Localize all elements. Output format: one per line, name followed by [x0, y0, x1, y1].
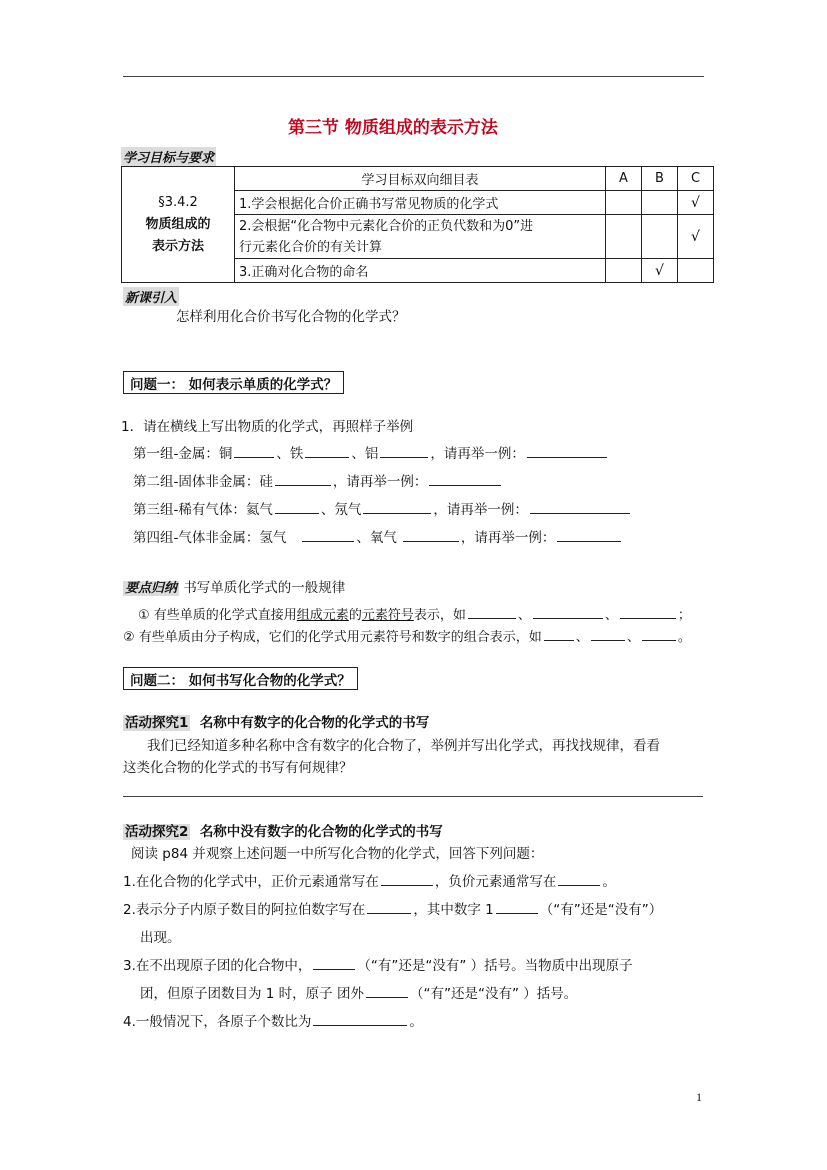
- item3-b: （“有”还是“没有” ）括号。当物质中出现原子: [357, 958, 633, 974]
- activity-1-heading: [123, 711, 429, 731]
- q2-heading: 问题二： 如何书写化合物的化学式？: [123, 667, 358, 690]
- group4-sep1: 、氧气: [356, 530, 397, 546]
- goal-row-3-check: √: [642, 259, 678, 283]
- activity-1-tag: 活动探究1: [125, 715, 189, 731]
- group1-tail: ，请再举一例：: [430, 446, 525, 462]
- q1-group-4: [133, 526, 623, 546]
- rule1-b: 组成元素: [296, 608, 349, 623]
- goal-topic-name-2: 表示方法: [151, 238, 204, 254]
- goal-topic-code: §3.4.2: [158, 194, 198, 210]
- group4-tail: ，请再举一例：: [460, 530, 556, 546]
- item-2-cont: 出现。: [140, 930, 181, 946]
- q1-instruction: 1．请在横线上写出物质的化学式，再照样子举例: [121, 419, 414, 435]
- item2-c: （“有”还是“没有”）: [539, 902, 663, 918]
- q1-heading: 问题一： 如何表示单质的化学式？: [123, 371, 344, 394]
- blank-item3-1[interactable]: [313, 956, 355, 970]
- item4-b: 。: [409, 1014, 423, 1030]
- blank-aluminum[interactable]: [380, 444, 428, 458]
- top-rule: [123, 76, 704, 77]
- item2-b: ，其中数字 1: [413, 902, 494, 918]
- goal-col-c: C: [678, 167, 714, 191]
- group4-label: 第四组-气体非金属：氢气: [133, 530, 287, 546]
- goal-col-a: A: [606, 167, 642, 191]
- goal-row-2-a: [606, 215, 642, 259]
- group3-tail: ，请再举一例：: [433, 502, 528, 518]
- blank-neon[interactable]: [363, 500, 431, 514]
- q1-group-3: [133, 498, 632, 518]
- intro-question: 怎样利用化合价书写化合物的化学式？: [176, 309, 406, 325]
- group3-sep1: 、氖气: [320, 502, 362, 518]
- goal-col-b: B: [642, 167, 678, 191]
- goal-row-3-c: [678, 259, 714, 283]
- blank-item1-negative[interactable]: [558, 872, 600, 886]
- blank-rule2-2[interactable]: [591, 627, 625, 641]
- q1-group-1: [133, 442, 609, 462]
- blank-item2-digit1[interactable]: [496, 900, 538, 914]
- goal-row-2-text: [235, 215, 606, 259]
- blank-group3-example[interactable]: [530, 500, 630, 514]
- item-1: [123, 870, 616, 890]
- rule1-a: ① 有些单质的化学式直接用: [138, 608, 297, 623]
- activity-1-text-1: 我们已经知道多种名称中含有数字的化合物了，举例并写出化学式，再找找规律，看看: [147, 738, 660, 754]
- item4-a: 4.一般情况下，各原子个数比为: [123, 1014, 312, 1030]
- group1-sep2: 、铝: [351, 446, 379, 462]
- goal-table-header: 学习目标双向细目表: [235, 167, 606, 191]
- goal-row-2-b: [642, 215, 678, 259]
- group1-label: 第一组-金属：铜: [133, 446, 233, 462]
- blank-rule1-2[interactable]: [533, 605, 603, 619]
- activity-2-title: 名称中没有数字的化合物的化学式的书写: [199, 824, 443, 840]
- blank-group1-example[interactable]: [527, 444, 607, 458]
- blank-group2-example[interactable]: [429, 472, 501, 486]
- goal-topic-name-1: 物质组成的: [145, 216, 211, 232]
- rule2-text: ② 有些单质由分子构成，它们的化学式用元素符号和数字的组合表示，如: [123, 630, 542, 645]
- blank-rule1-3[interactable]: [620, 605, 676, 619]
- rule1-d: 元素符号: [361, 608, 414, 623]
- goal-table: [121, 166, 714, 283]
- goal-topic-cell: [122, 167, 235, 283]
- item1-b: ，负价元素通常写在: [434, 874, 557, 890]
- blank-silicon[interactable]: [275, 472, 331, 486]
- goal-row-1-a: [606, 191, 642, 215]
- activity-2-tag: 活动探究2: [125, 824, 189, 840]
- goal-row-2-text-2: 行元素化合价的有关计算: [239, 239, 383, 255]
- item2-a: 2.表示分子内原子数目的阿拉伯数字写在: [123, 902, 366, 918]
- activity-1-text-2: 这类化合物的化学式的书写有何规律？: [123, 760, 353, 776]
- blank-item1-positive[interactable]: [381, 872, 433, 886]
- blank-rule2-1[interactable]: [544, 627, 574, 641]
- item3-d: （“有”还是“没有” ）括号。: [409, 986, 578, 1002]
- item1-a: 1.在化合物的化学式中，正价元素通常写在: [123, 874, 379, 890]
- goal-row-1-check: √: [678, 191, 714, 215]
- group2-tail: ，请再举一例：: [332, 474, 428, 490]
- blank-iron[interactable]: [305, 444, 349, 458]
- blank-hydrogen[interactable]: [302, 528, 354, 542]
- activity-1-title: 名称中有数字的化合物的化学式的书写: [199, 715, 430, 731]
- summary-tag: 要点归纳: [125, 581, 178, 596]
- page-title: 第三节 物质组成的表示方法: [288, 118, 498, 138]
- blank-item3-2[interactable]: [366, 984, 408, 998]
- rule1-e: 表示，如: [413, 608, 466, 623]
- summary-line: [123, 576, 345, 596]
- blank-rule1-1[interactable]: [468, 605, 516, 619]
- item3-c: 团，但原子团数目为 1 时，原子 团外: [140, 986, 364, 1002]
- item-3: [123, 954, 633, 974]
- group3-label: 第三组-稀有气体：氦气: [133, 502, 273, 518]
- summary-rule-2: ② 有些单质由分子构成，它们的化学式用元素符号和数字的组合表示，如 、 、 。: [123, 626, 691, 645]
- q1-group-2: [133, 470, 503, 490]
- summary-rule-1: ① 有些单质的化学式直接用组成元素的元素符号表示，如 、 、 ；: [138, 604, 691, 623]
- goal-row-1-text: 1.学会根据化合价正确书写常见物质的化学式: [235, 191, 606, 215]
- item3-a: 3.在不出现原子团的化合物中，: [123, 958, 312, 974]
- blank-group4-example[interactable]: [557, 528, 621, 542]
- item-4: [123, 1010, 423, 1030]
- item-3-cont: [140, 982, 577, 1002]
- blank-copper[interactable]: [234, 444, 274, 458]
- page-number: 1: [696, 1090, 702, 1104]
- section-intro-label: 新课引入: [123, 287, 179, 306]
- blank-helium[interactable]: [275, 500, 319, 514]
- blank-rule2-3[interactable]: [642, 627, 676, 641]
- goal-row-1-b: [642, 191, 678, 215]
- activity-2-lead: 阅读 p84 并观察上述问题一中所写化合物的化学式，回答下列问题：: [131, 846, 544, 862]
- goal-row-2-text-1: 2.会根据“化合物中元素化合价的正负代数和为0”进: [239, 218, 534, 234]
- activity-2-heading: [123, 820, 443, 840]
- section-goals-label: 学习目标与要求: [121, 147, 216, 166]
- item-2: [123, 898, 662, 918]
- item1-c: 。: [602, 874, 616, 890]
- goal-row-3-text: 3.正确对化合物的命名: [235, 259, 606, 283]
- blank-item4-ratio[interactable]: [313, 1012, 407, 1026]
- group2-label: 第二组-固体非金属：硅: [133, 474, 273, 490]
- blank-oxygen[interactable]: [403, 528, 459, 542]
- blank-item2-position[interactable]: [367, 900, 411, 914]
- activity-1-answer-line[interactable]: [123, 796, 703, 797]
- summary-text: 书写单质化学式的一般规律: [183, 580, 346, 596]
- goal-row-2-check: √: [678, 215, 714, 259]
- goal-row-3-a: [606, 259, 642, 283]
- group1-sep1: 、铁: [276, 446, 304, 462]
- rule1-c: 的: [348, 608, 362, 623]
